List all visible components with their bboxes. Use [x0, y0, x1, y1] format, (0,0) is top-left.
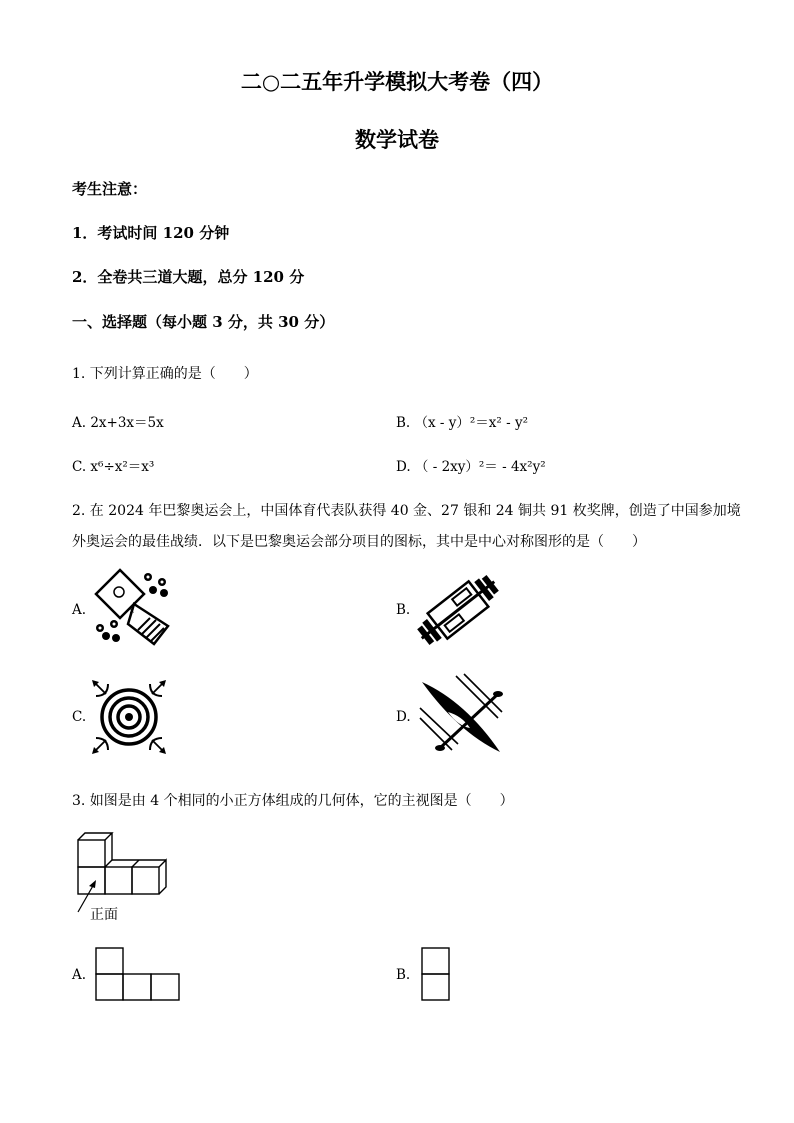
svg-text:×: ×	[129, 607, 135, 615]
question-1-option-b: B. （x - y）²＝x² - y²	[396, 415, 529, 431]
kayak-icon	[418, 672, 504, 760]
question-3-stem: 3. 如图是由 4 个相同的小正方体组成的几何体，它的主视图是（ ）	[72, 793, 514, 809]
front-view-option-b	[420, 946, 452, 1006]
page-subtitle: 数学试卷	[355, 127, 439, 152]
question-1-stem: 1. 下列计算正确的是（ ）	[72, 366, 258, 382]
question-2-stem-line1: 2. 在 2024 年巴黎奥运会上，中国体育代表队获得 40 金、27 银和 24 铜共 91 枚奖牌，创造了中国参加境	[72, 503, 741, 519]
cube-solid-figure	[70, 828, 170, 918]
weightlifting-icon	[416, 570, 500, 654]
front-label: 正面	[90, 907, 118, 923]
notice-item-time: 1．考试时间 120 分钟	[72, 224, 230, 242]
question-2-stem-line2: 外奥运会的最佳战绩．以下是巴黎奥运会部分项目的图标，其中是中心对称图形的是（ ）	[72, 534, 646, 550]
notice-heading: 考生注意：	[72, 180, 148, 198]
question-2-label-c: C.	[72, 709, 87, 725]
question-1-option-c: C. x⁶÷x²＝x³	[72, 459, 155, 475]
question-1-option-d: D. （ - 2xy）²＝ - 4x²y²	[396, 459, 546, 475]
archery-target-icon	[90, 678, 168, 760]
question-2-label-d: D.	[396, 709, 411, 725]
question-2-label-b: B.	[396, 602, 411, 618]
front-view-option-a	[94, 946, 182, 1006]
question-1-option-a: A. 2x+3x＝5x	[72, 415, 164, 431]
notice-item-score: 2．全卷共三道大题，总分 120 分	[72, 268, 305, 286]
page-title: 二○二五年升学模拟大考卷（四）	[240, 69, 554, 94]
question-2-label-a: A.	[72, 602, 87, 618]
football-icon	[92, 568, 172, 656]
section-heading: 一、选择题（每小题 3 分，共 30 分）	[72, 313, 335, 331]
question-3-label-b: B.	[396, 967, 411, 983]
question-3-label-a: A.	[72, 967, 87, 983]
